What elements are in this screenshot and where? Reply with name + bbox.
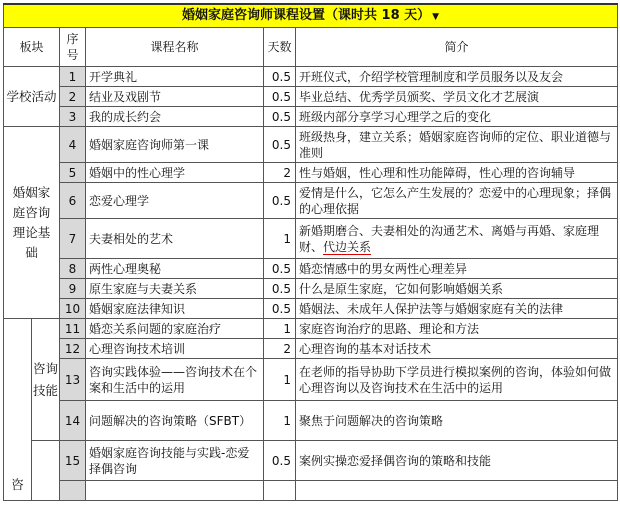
row-seq: 12 xyxy=(60,339,86,359)
row-intro: 在老师的指导协助下学员进行模拟案例的咨询，体验如何做心理咨询以及咨询技术在生活中的运用 xyxy=(296,359,618,401)
segment-school: 学校活动 xyxy=(4,67,60,127)
row-name: 婚姻家庭咨询师第一课 xyxy=(86,127,264,163)
row-days: 2 xyxy=(264,163,296,183)
row-name: 婚姻家庭法律知识 xyxy=(86,299,264,319)
row-days: 1 xyxy=(264,401,296,441)
row-intro: 班级热身，建立关系；婚姻家庭咨询师的定位、职业道德与准则 xyxy=(296,127,618,163)
row-seq: 1 xyxy=(60,67,86,87)
table-row xyxy=(4,339,618,359)
row-intro: 家庭咨询治疗的思路、理论和方法 xyxy=(296,319,618,339)
row-intro: 什么是原生家庭，它如何影响婚姻关系 xyxy=(296,279,618,299)
table-row xyxy=(4,127,618,163)
table-row xyxy=(4,67,618,87)
row-days: 0.5 xyxy=(264,183,296,219)
row-intro-empty xyxy=(296,481,618,501)
row-intro: 聚焦于问题解决的咨询策略 xyxy=(296,401,618,441)
row-seq: 14 xyxy=(60,401,86,441)
row-seq: 2 xyxy=(60,87,86,107)
title-row xyxy=(4,4,618,28)
row-days: 1 xyxy=(264,319,296,339)
row-days: 0.5 xyxy=(264,107,296,127)
row-name: 婚姻中的性心理学 xyxy=(86,163,264,183)
row-name: 结业及戏剧节 xyxy=(86,87,264,107)
row-days-empty xyxy=(264,481,296,501)
curriculum-table xyxy=(3,3,618,501)
row-days: 1 xyxy=(264,359,296,401)
row-seq: 5 xyxy=(60,163,86,183)
row-seq: 3 xyxy=(60,107,86,127)
row-intro: 婚恋情感中的男女两性心理差异 xyxy=(296,259,618,279)
row-seq: 13 xyxy=(60,359,86,401)
header-days: 天数 xyxy=(264,28,296,67)
row-days: 0.5 xyxy=(264,279,296,299)
table-row xyxy=(4,299,618,319)
table-title xyxy=(4,4,618,28)
row-name: 夫妻相处的艺术 xyxy=(86,219,264,259)
row-seq: 7 xyxy=(60,219,86,259)
segment-fourth: 咨 xyxy=(4,319,32,501)
table-row xyxy=(4,259,618,279)
row-days: 2 xyxy=(264,339,296,359)
row-seq: 9 xyxy=(60,279,86,299)
row-name: 婚姻家庭咨询技能与实践-恋爱择偶咨询 xyxy=(86,441,264,481)
row-days: 0.5 xyxy=(264,259,296,279)
header-seq: 序号 xyxy=(60,28,86,67)
table-row xyxy=(4,183,618,219)
row-seq: 4 xyxy=(60,127,86,163)
header-segment: 板块 xyxy=(4,28,60,67)
row-name: 咨询实践体验——咨询技术在个案和生活中的运用 xyxy=(86,359,264,401)
table-row xyxy=(4,87,618,107)
table-row xyxy=(4,163,618,183)
row-intro-part: 新婚期磨合、夫妻相处的沟通艺术、离婚与再婚、家庭理财、 xyxy=(299,223,600,254)
table-row xyxy=(4,107,618,127)
header-intro: 简介 xyxy=(296,28,618,67)
row-seq: 10 xyxy=(60,299,86,319)
table-row xyxy=(4,401,618,441)
table-row xyxy=(4,441,618,481)
row-name: 心理咨询技术培训 xyxy=(86,339,264,359)
header-row xyxy=(4,28,618,67)
row-days: 1 xyxy=(264,219,296,259)
row-seq: 8 xyxy=(60,259,86,279)
row-days: 0.5 xyxy=(264,67,296,87)
table-row xyxy=(4,279,618,299)
row-name: 开学典礼 xyxy=(86,67,264,87)
row-days: 0.5 xyxy=(264,127,296,163)
row-intro: 案例实操恋爱择偶咨询的策略和技能 xyxy=(296,441,618,481)
row-intro: 毕业总结、优秀学员颁奖、学员文化才艺展演 xyxy=(296,87,618,107)
row-seq-empty xyxy=(60,481,86,501)
table-row xyxy=(4,319,618,339)
row-days: 0.5 xyxy=(264,299,296,319)
row-days: 0.5 xyxy=(264,441,296,481)
row-intro-underlined: 代边关系 xyxy=(323,239,372,254)
row-intro: 开班仪式，介绍学校管理制度和学员服务以及友会 xyxy=(296,67,618,87)
table-row xyxy=(4,481,618,501)
row-intro: 心理咨询的基本对话技术 xyxy=(296,339,618,359)
header-name: 课程名称 xyxy=(86,28,264,67)
row-seq: 6 xyxy=(60,183,86,219)
row-intro: 性与婚姻，性心理和性功能障碍，性心理的咨询辅导 xyxy=(296,163,618,183)
row-name: 原生家庭与夫妻关系 xyxy=(86,279,264,299)
row-intro: 班级内部分享学习心理学之后的变化 xyxy=(296,107,618,127)
row-intro: 爱情是什么，它怎么产生发展的？恋爱中的心理现象；择偶的心理依据 xyxy=(296,183,618,219)
row-seq: 11 xyxy=(60,319,86,339)
title-text: 婚姻家庭咨询师课程设置（课时共 18 天） xyxy=(182,7,431,23)
row-name: 问题解决的咨询策略（SFBT） xyxy=(86,401,264,441)
row-intro: 婚姻法、未成年人保护法等与婚姻家庭有关的法律 xyxy=(296,299,618,319)
segment-blank xyxy=(32,441,60,501)
segment-theory: 婚姻家庭咨询理论基础 xyxy=(4,127,60,319)
row-seq: 15 xyxy=(60,441,86,481)
row-intro xyxy=(296,219,618,259)
row-days: 0.5 xyxy=(264,87,296,107)
row-name: 我的成长约会 xyxy=(86,107,264,127)
table-row xyxy=(4,219,618,259)
table-row xyxy=(4,359,618,401)
row-name: 恋爱心理学 xyxy=(86,183,264,219)
segment-skills: 咨询技能 xyxy=(32,319,60,441)
row-name: 两性心理奥秘 xyxy=(86,259,264,279)
dropdown-triangle-icon[interactable]: ▼ xyxy=(432,11,440,22)
row-name-empty xyxy=(86,481,264,501)
row-name: 婚恋关系问题的家庭治疗 xyxy=(86,319,264,339)
